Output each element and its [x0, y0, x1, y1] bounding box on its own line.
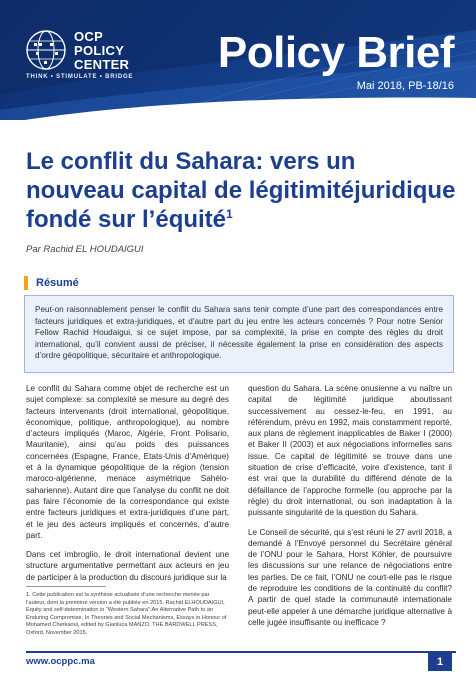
header-curve	[0, 96, 476, 136]
summary-accent-bar	[24, 276, 28, 290]
body-paragraph: Le conflit du Sahara comme objet de recherche est un sujet complexe: sa complexité se mesure au degré des facteurs intervenants (droit international, géopolitique, économique, politique, anthropologique), au nombre d’acteurs impliqués (Maroc, Algérie, Front Polisario, Mauritanie), ainsi qu’au poids des puissances concernées (Espagne, France, Etats-Unis d’Amérique) et à la dynamique géopolitique de la région (tension maroco-algérienne, menace asymétrique Sahélo-saharienne). Autant dire que l’analyse du conflit ne doit pas faire l’économie de la correspondance qui existe entre facteurs juridiques et extra-juridiques d’une part, et le jeu des acteurs impliqués et concernés, d’autre part.	[26, 384, 229, 540]
document-title-text: Le conflit du Sahara: vers un nouveau capital de légitimitéjuridique fondé sur l’équité	[26, 148, 456, 233]
document-title	[26, 147, 456, 234]
body-paragraph: question du Sahara. La scène onusienne a vu naître un capital de légitimité juridique aboutissant successivement au cessez-le-feu, en 1991, au référendum, prévu en 1992, mais constamment reporté, aux plans de règlement inapplicables de Baker I (2000) et Baker II (2003) et aux négociations informelles sans issue. Ce capital de légitimité se trouve dans une situation de crise d’efficacité, voire d’existence, tant il est vrai que la durabilité du différend dénote de la défaillance de l’approche formelle (ou approche par la règle) du droit international, ou son inadaptation à la puissante singularité de la question du Sahara.	[248, 384, 452, 518]
logo-line-center: CENTER	[74, 57, 130, 72]
ocp-logo[interactable]	[24, 26, 204, 86]
globe-icon	[24, 28, 68, 72]
logo-line-ocp: OCP	[74, 29, 104, 44]
footnote-divider	[26, 586, 106, 587]
body-paragraph: Le Conseil de sécurité, qui s’est réuni le 27 avril 2018, a demandé à l’Envoyé personnel du Secrétaire général de l’ONU pour le Sahara, Horst Köhler, de poursuivre les discussions sur une relance de négociations entre les parties. De ce fait, l’ONU ne court-elle pas le risque de reproduire les conditions de la continuité du conflit? A partir de quel stade la communauté internationale peut-elle appeler à une démarche juridique alternative à celle jugée insuffisante ou inefficace ?	[248, 527, 452, 627]
body-paragraph: Dans cet imbroglio, le droit international devient une structure argumentative permettant aux acteurs en jeu de participer à la production du discours juridique sur la	[26, 550, 229, 582]
footer-divider	[26, 651, 456, 653]
title-footnote-mark[interactable]: 1	[226, 207, 233, 221]
summary-box	[24, 295, 454, 373]
summary-heading	[24, 276, 79, 290]
summary-text: Peut-on raisonnablement penser le conflit du Sahara sans tenir compte d’une part des correspondances entre facteurs juridiques et extra-juridiques, et d’autre part du jeu entre les acteurs concernés ? Pour notre Senior Fellow Rachid Houdaigui, si ce sujet impose, par sa complexité, la prise en compte des règles du droit international, qu’il convient aussi de préciser, il nécessite également la prise en considération des aspects d’ordre géopolitique, sécuritaire et anthropologique.	[35, 305, 443, 360]
logo-wordmark	[74, 30, 129, 72]
body-column-right	[248, 383, 452, 636]
footer-website-link[interactable]: www.ocppc.ma	[26, 656, 95, 667]
author-byline: Par Rachid EL HOUDAIGUI	[26, 244, 144, 255]
publication-reference: Mai 2018, PB-18/16	[356, 80, 454, 92]
page-number: 1	[428, 653, 452, 671]
footnote: 1. Cette publication est la synthèse actualisée d’une recherche menée par l’auteur, dont la première version a été publiée en 2015. Rachid ELHOUDAIGUI, Equity and self-determination in “Western Sahara”:An Alternative Path to an Enduring Compromise, In Theories and Social Mechanisms, Essays in Honour of Mohamed Cherkaoui, edited by Gianluca MANZO, THE BARDWELL PRESS, Oxford, November 2015.	[26, 592, 227, 636]
summary-label: Résumé	[36, 277, 79, 289]
body-column-left	[26, 383, 229, 591]
logo-line-policy: POLICY	[74, 43, 125, 58]
logo-tagline: THINK • STIMULATE • BRIDGE	[26, 74, 134, 80]
publication-type-title: Policy Brief	[217, 28, 454, 77]
